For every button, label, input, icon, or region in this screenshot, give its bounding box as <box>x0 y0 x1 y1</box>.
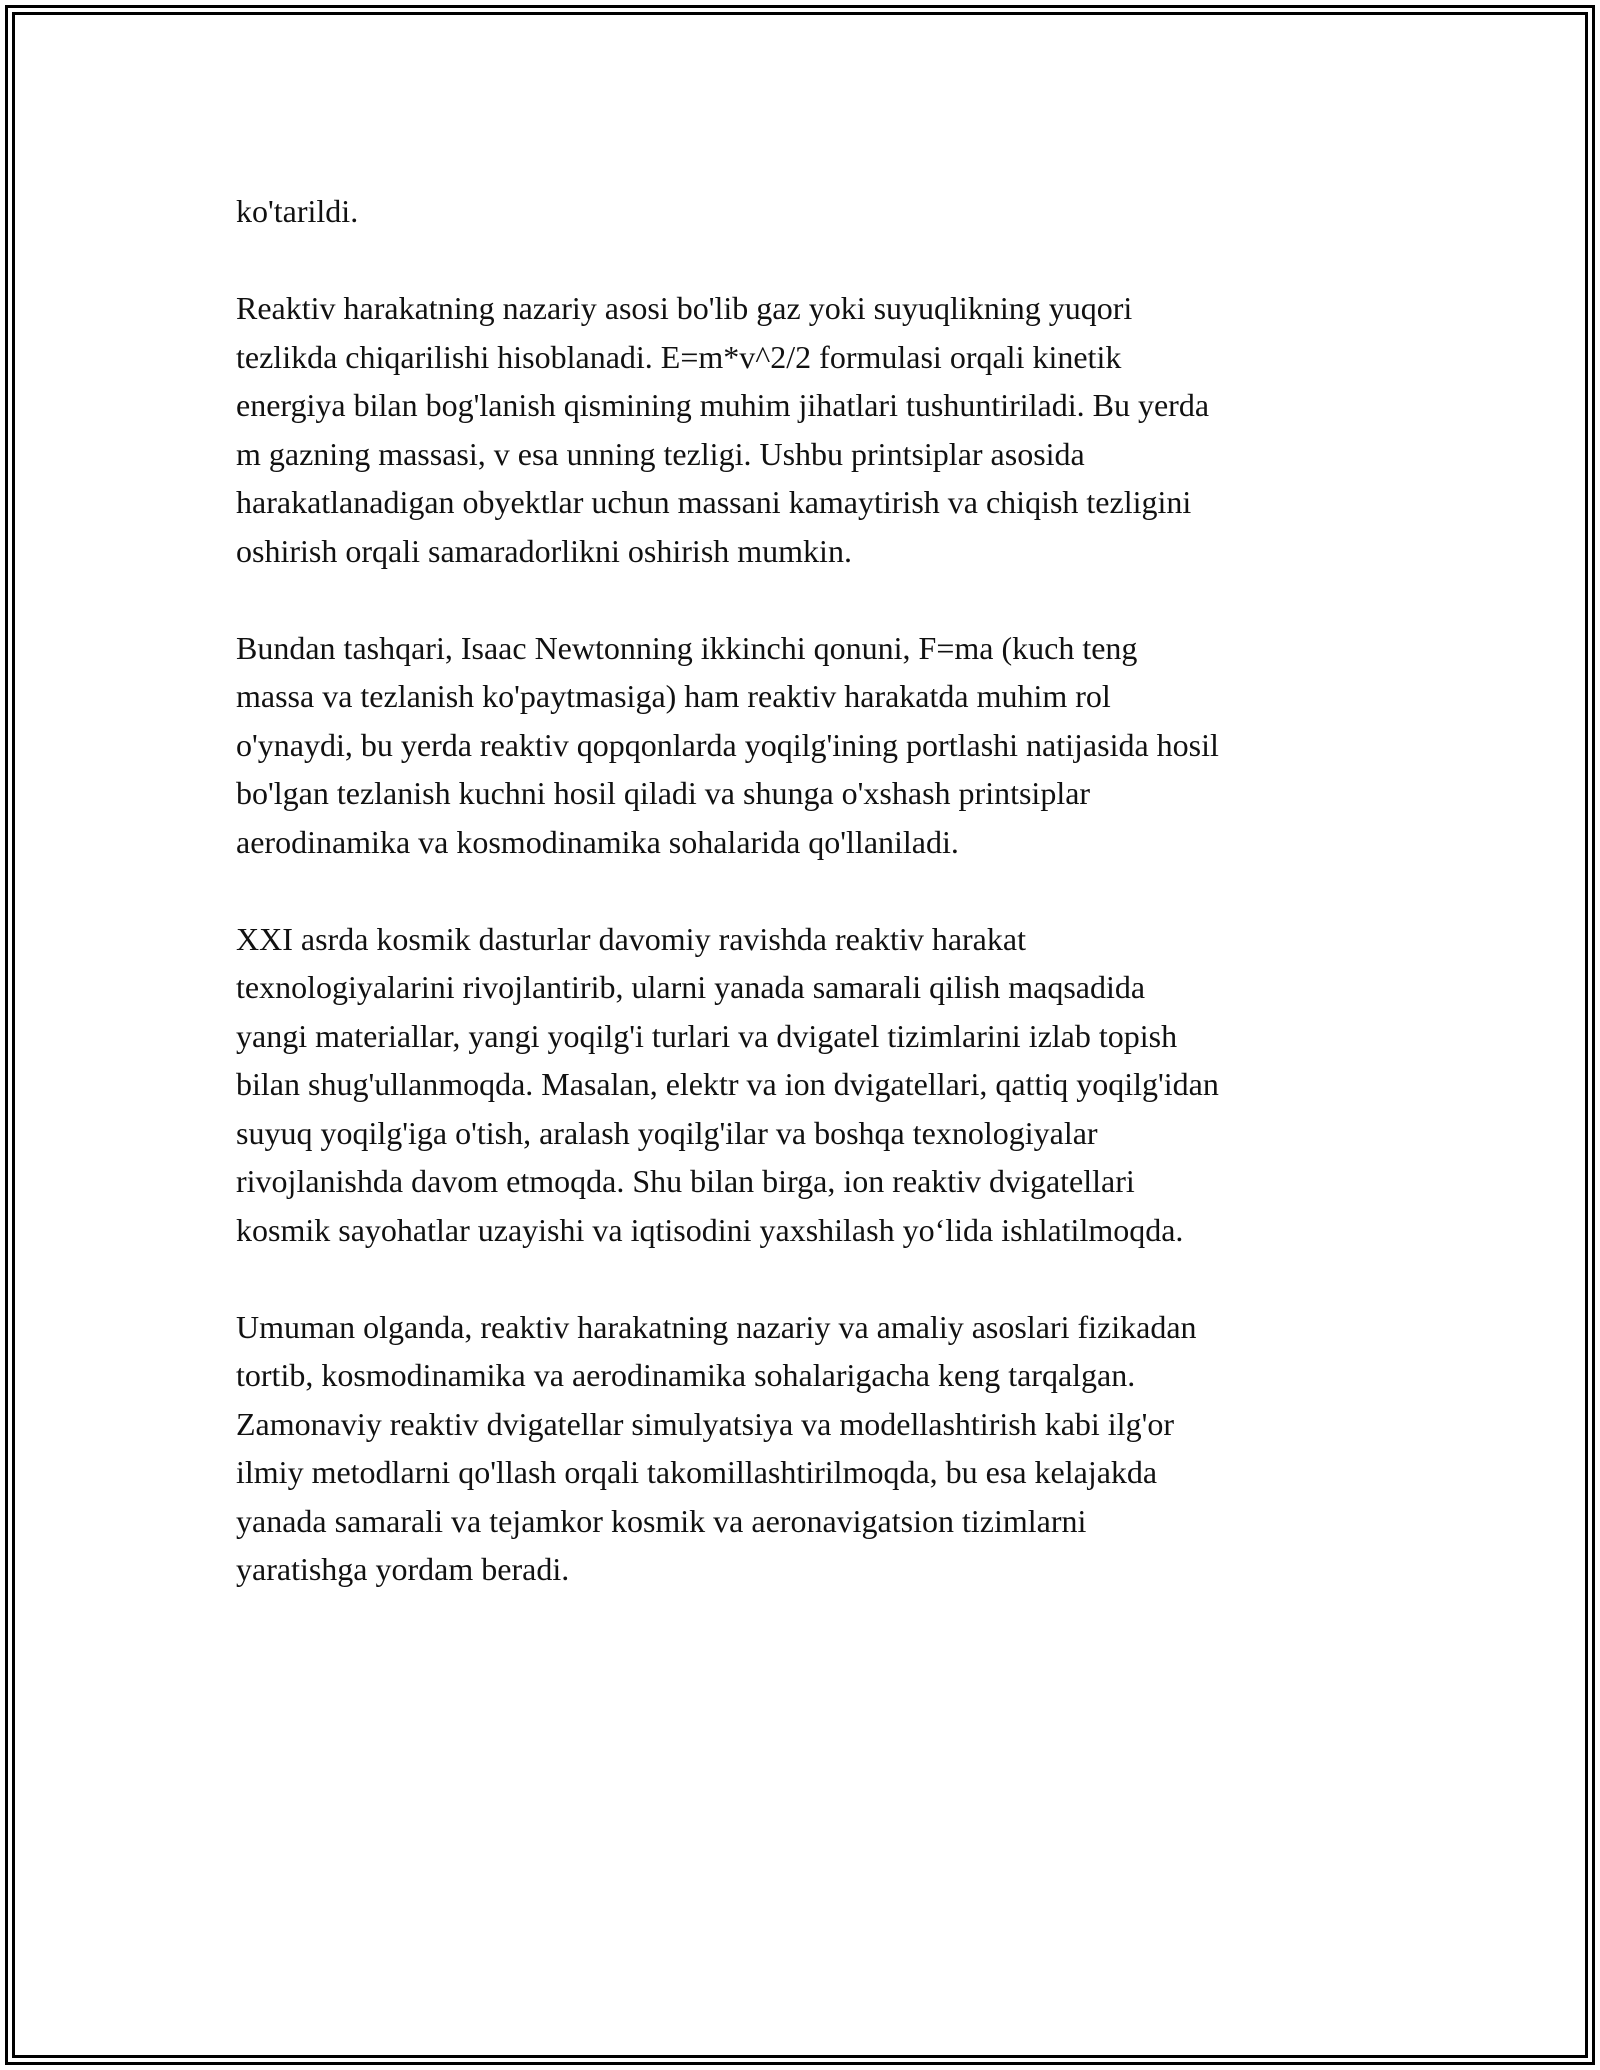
text-line: yangi materiallar, yangi yoqilg'i turlari va dvigatel tizimlarini izlab topish <box>236 1017 1178 1054</box>
text-line: suyuq yoqilg'iga o'tish, aralash yoqilg'ilar va boshqa texnologiyalar <box>236 1114 1098 1151</box>
text-line: massa va tezlanish ko'paytmasiga) ham reaktiv harakatda muhim rol <box>236 678 1111 714</box>
text-line: yanada samarali va tejamkor kosmik va aeronavigatsion tizimlarni <box>236 1502 1087 1539</box>
text-line: Bundan tashqari, Isaac Newtonning ikkinchi qonuni, F=ma (kuch teng <box>236 629 1138 666</box>
text-line: tezlikda chiqarilishi hisoblanadi. E=m*v^2/2 formulasi orqali kinetik <box>236 338 1122 375</box>
paragraph-3 <box>236 624 1366 867</box>
text-line: tortib, kosmodinamika va aerodinamika sohalarigacha keng tarqalgan. <box>236 1357 1136 1393</box>
text-line: kosmik sayohatlar uzayishi va iqtisodini yaxshilash yo‘lida ishlatilmoqda. <box>236 1211 1184 1248</box>
text-line: XXI asrda kosmik dasturlar davomiy ravishda reaktiv harakat <box>236 920 1026 957</box>
paragraph-2 <box>236 284 1366 575</box>
text-line: harakatlanadigan obyektlar uchun massani kamaytirish va chiqish tezligini <box>236 484 1192 520</box>
text-line: o'ynaydi, bu yerda reaktiv qopqonlarda yoqilg'ining portlashi natijasida hosil <box>236 726 1219 763</box>
text-line: m gazning massasi, v esa unning tezligi. Ushbu printsiplar asosida <box>236 435 1085 472</box>
text-line: ilmiy metodlarni qo'llash orqali takomillashtirilmoqda, bu esa kelajakda <box>236 1454 1158 1490</box>
text-line: bilan shug'ullanmoqda. Masalan, elektr va ion dvigatellari, qattiq yoqilg'idan <box>236 1066 1219 1102</box>
document-body <box>236 187 1366 1642</box>
text-line: Reaktiv harakatning nazariy asosi bo'lib gaz yoki suyuqlikning yuqori <box>236 290 1133 326</box>
text-line: aerodinamika va kosmodinamika sohalarida qo'llaniladi. <box>236 823 959 860</box>
paragraph-4 <box>236 915 1366 1255</box>
paragraph-5 <box>236 1303 1366 1594</box>
text-line: oshirish orqali samaradorlikni oshirish mumkin. <box>236 532 852 569</box>
text-line: yaratishga yordam beradi. <box>236 1551 570 1587</box>
text-line: rivojlanishda davom etmoqda. Shu bilan birga, ion reaktiv dvigatellari <box>236 1163 1135 1199</box>
paragraph-1 <box>236 187 1366 236</box>
text-line: ko'tarildi. <box>236 193 359 229</box>
text-line: Zamonaviy reaktiv dvigatellar simulyatsiya va modellashtirish kabi ilg'or <box>236 1405 1174 1442</box>
text-line: Umuman olganda, reaktiv harakatning nazariy va amaliy asoslari fizikadan <box>236 1308 1197 1345</box>
text-line: energiya bilan bog'lanish qismining muhim jihatlari tushuntiriladi. Bu yerda <box>236 387 1210 423</box>
text-line: texnologiyalarini rivojlantirib, ularni yanada samarali qilish maqsadida <box>236 969 1146 1005</box>
text-line: bo'lgan tezlanish kuchni hosil qiladi va shunga o'xshash printsiplar <box>236 775 1091 811</box>
